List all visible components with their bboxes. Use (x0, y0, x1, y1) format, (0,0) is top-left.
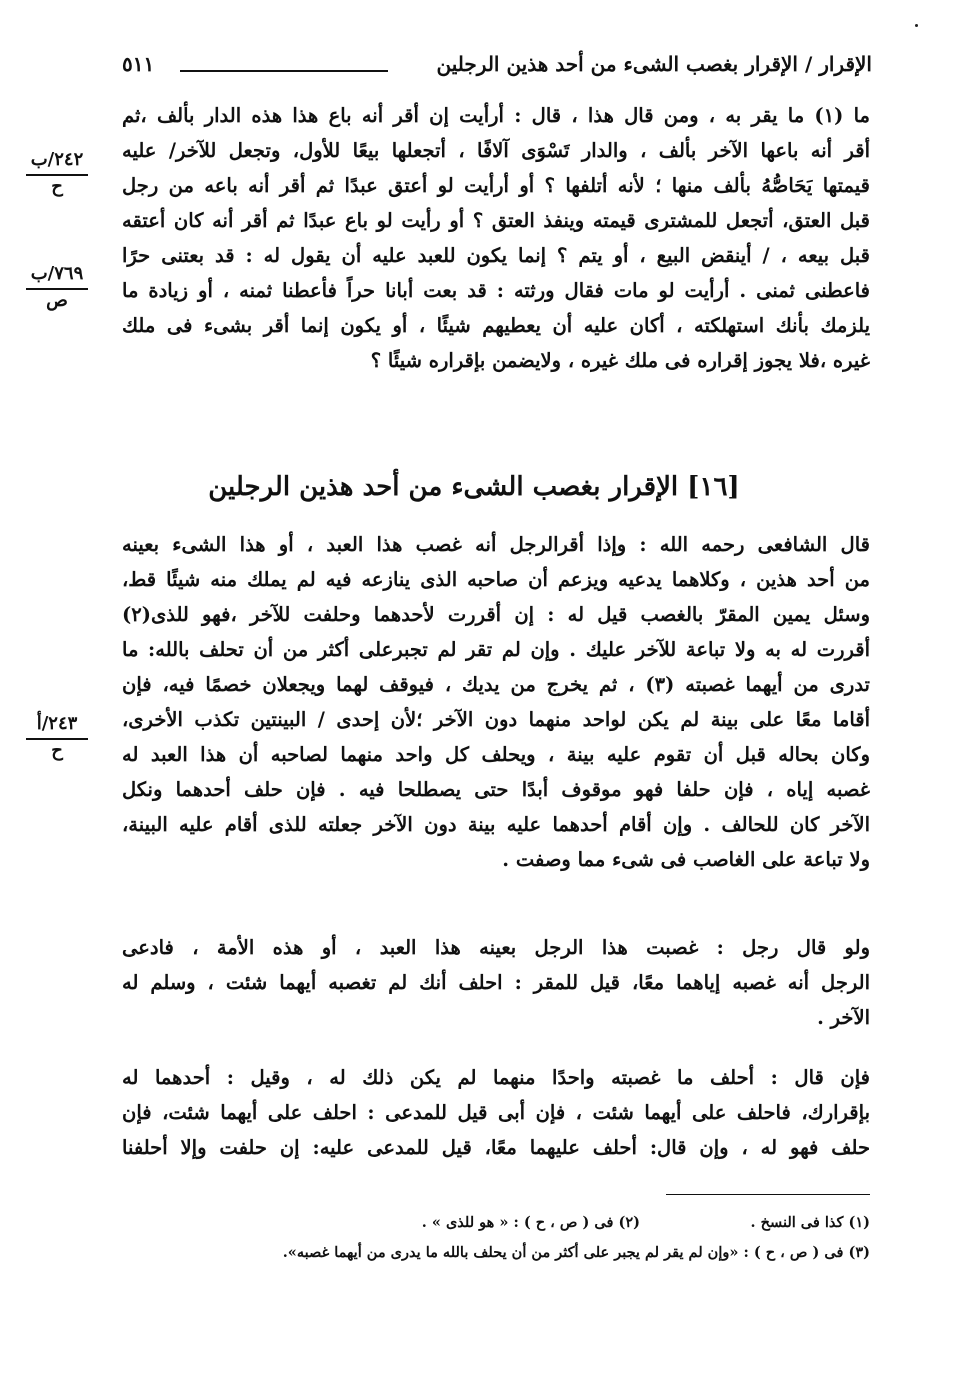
margin-note (26, 262, 88, 312)
footnote-row (122, 1238, 870, 1268)
text-line: يلزمك بأنك استهلكته ، أكان عليه أن يعطيهم شيئًا ، أو يكون إنما أقر بشىء فى ملك (122, 314, 870, 337)
text-line: فإن قال : أحلف ما غصبته واحدًا منهما لم يكن ذلك له ، وقيل : أحدهما له (122, 1066, 870, 1089)
footnote-3: (٣) فى ( ص ، ح ) : «وإن لم يقر لم يجبر على أكثر من أن يحلف بالله ما يدرى من أيهما غصبه». (282, 1244, 870, 1261)
text-line: قال الشافعى رحمه الله : وإذا أقرالرجل أنه غصب هذا العبد ، أو هذا الشىء بعينه (122, 533, 870, 556)
paragraph-4 (122, 1060, 870, 1165)
text-line: ولو قال رجل : غصبت هذا الرجل بعينه هذا العبد ، أو هذه الأمة ، فادعى (122, 936, 870, 959)
text-line: الآخر كان للحالف . وإن أقام أحدهما عليه بينة دون الآخر جعلته للذى أقام عليه البينة، (122, 813, 870, 836)
text-line: بإقرارك، فاحلف على أيهما شئت ، فإن أبى قيل للمدعى : احلف على أيهما شئت، فإن (122, 1101, 870, 1124)
margin-note-ref: ٧٦٩/ب (26, 262, 88, 290)
footnote-rule (666, 1194, 870, 1195)
margin-note (26, 148, 88, 198)
footnote-2: (٢) فى ( ص ، ح ) : « هو للذى » . (421, 1214, 640, 1231)
margin-note (26, 712, 88, 762)
text-line: حلف فهو له ، وإن قال: أحلف عليهما معًا، قيل للمدعى عليه: إن حلفت وإلا أحلفنا (122, 1136, 870, 1159)
text-line: فاعطنى ثمنى . أرأيت لو مات فقال ورثته : قد بعت أبانا حراً فأعطنا ثمنه ، أو زيادة ما (122, 279, 870, 302)
text-line: غصبه إياه ، فإن حلفا فهو موقوف أبدًا حتى يصطلحا فيه . فإن حلف أحدهما ونكل (122, 778, 870, 801)
text-line: أقررت له به ولا تباعة للآخر عليك . وإن لم تقر لم تجبرعلى أكثر من أن تحلف بالله: ما (122, 638, 870, 661)
paragraph-1 (122, 98, 870, 378)
footnotes (122, 1208, 870, 1268)
text-line: تدرى من أيهما غصبته (٣) ، ثم يخرج من يديك ، فيوقف لهما ويجعلان خصمًا فيه، فإن (122, 673, 870, 696)
text-line: غيره ،فلا يجوز إقراره فى ملك غيره ، ولايضمن بإقراره شيئًا ؟ (370, 349, 870, 372)
text-line: قبل بيعه ، / أينقض البيع ، أو يتم ؟ إنما يكون للعبد عليه أن يقول له : قد بعتنى حرًا (122, 244, 870, 267)
text-line: قبل العتق، أتجعل للمشترى قيمته وينفذ العتق ؟ أو رأيت لو باع عبدًا ثم أقر أنه كان أعتقه (122, 209, 870, 232)
text-line: قيمتها يَحَاصُّهُ بألف منها ؛ لأنه أتلفها ؟ أو أرأيت لو أعتق عبدًا ثم أقر أنه باعه من رجل (122, 174, 870, 197)
footnote-row (122, 1208, 870, 1238)
scan-speck (915, 24, 918, 27)
text-line: من أحد هذين ، وكلاهما يدعيه ويزعم أن صاحبه الذى ينازعه فيه لم يملك منه شيئًا قط، (122, 568, 870, 591)
margin-note-ref: ٢٤٣/أ (26, 712, 88, 740)
header-rule (180, 70, 388, 72)
section-heading: [١٦] الإقرار بغصب الشىء من أحد هذين الرجلين (208, 472, 740, 502)
margin-note-ref: ٢٤٢/ب (26, 148, 88, 176)
text-line: ولا تباعة على الغاصب فى شىء مما وصفت . (502, 848, 870, 871)
text-line: أقاما معًا على بينة لم يكن لواحد منهما دون الآخر ؛لأن إحدى / البينتين تكذب الأخرى، (122, 708, 870, 731)
text-line: وسئل يمين المقرّ بالغصب قيل له : إن أقررت لأحدهما وحلفت للآخر ،فهو للذى(٢) (122, 603, 870, 626)
footnote-1: (١) كذا فى النسخ . (750, 1214, 870, 1231)
header-title: الإقرار / الإقرار بغصب الشىء من أحد هذين الرجلين (436, 52, 872, 76)
text-line: الرجل أنه غصبه إياهما معًا، قيل للمقر : احلف أنك لم تغصبه أيهما شئت ، وسلم له (122, 971, 870, 994)
page-number: ٥١١ (122, 52, 155, 76)
margin-note-sig: ص (46, 290, 68, 311)
paragraph-3 (122, 930, 870, 1035)
margin-note-sig: ح (51, 740, 63, 761)
paragraph-2 (122, 527, 870, 877)
text-line: ما (١) ما يقر به ، ومن قال هذا ، قال : أرأيت إن أقر أنه باع هذا هذه الدار بألف ،ثم (122, 104, 870, 127)
margin-note-sig: ح (51, 176, 63, 197)
running-header (122, 52, 872, 92)
text-line: أقر أنه باعها الآخر بألف ، والدار تَسْوَى آلافًا ، أتجعلها بيعًا للأول، وتجعل للآخر/ عليه (122, 139, 870, 162)
text-line: الآخر . (817, 1006, 870, 1029)
text-line: وكان بحاله قبل أن تقوم عليه بينة ، ويحلف كل واحد منهما لصاحبه أن هذا العبد له (122, 743, 870, 766)
